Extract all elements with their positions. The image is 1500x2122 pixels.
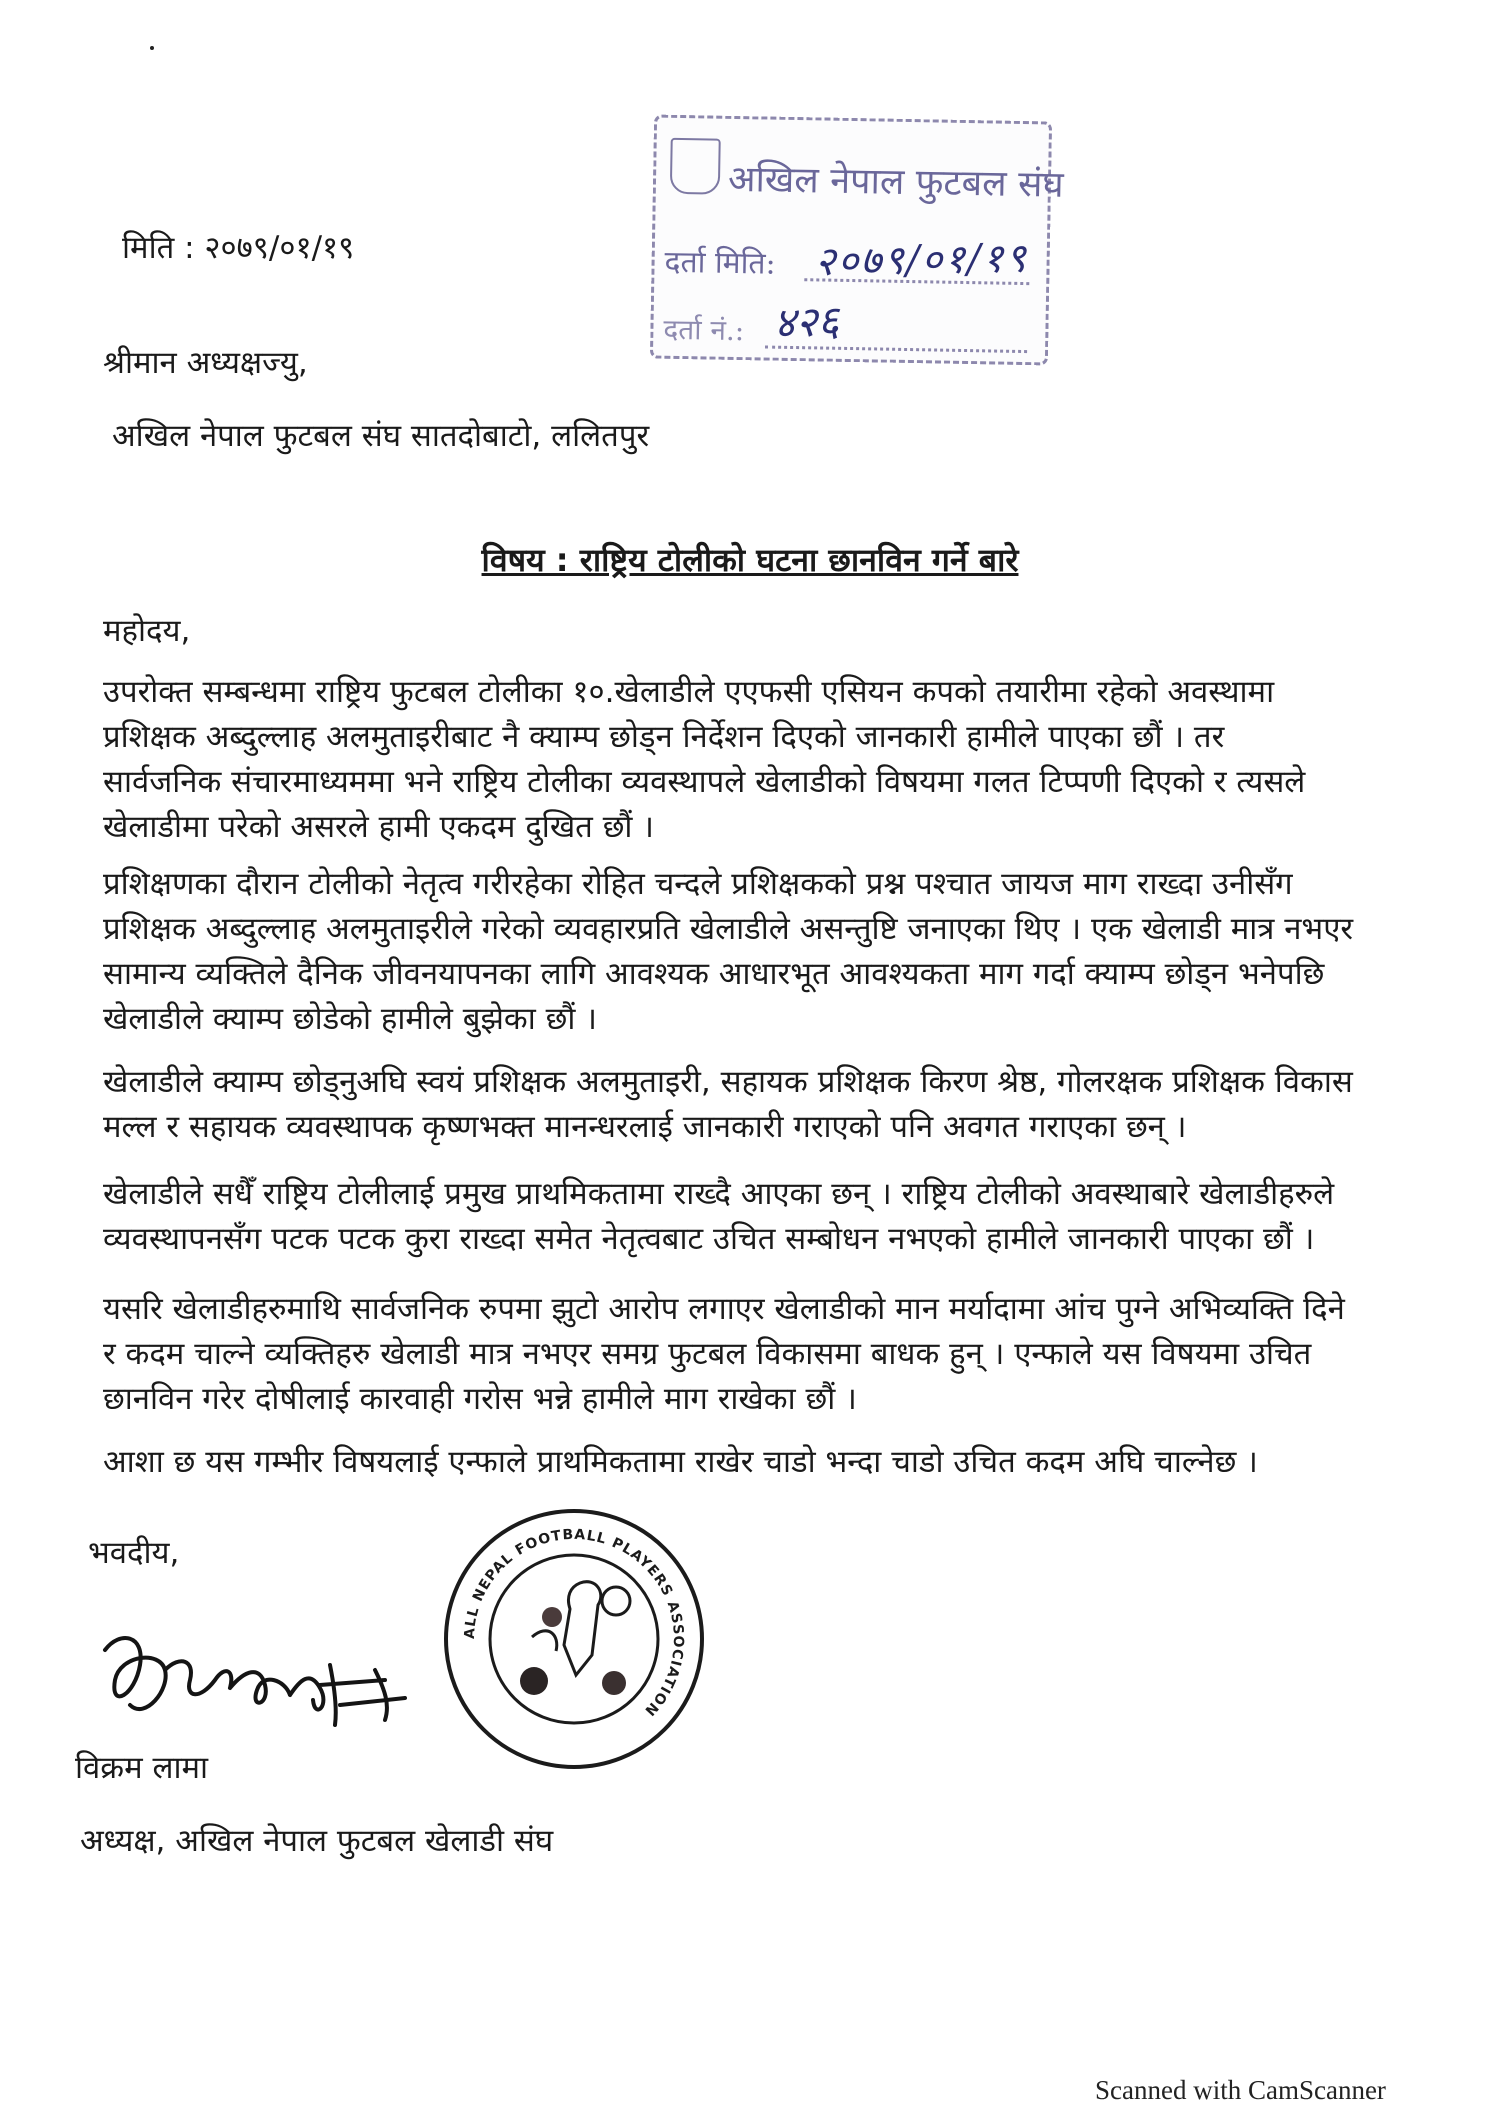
paragraph-line: सार्वजनिक संचारमाध्यममा भने राष्ट्रिय टोलीका व्यवस्थापले खेलाडीको विषयमा गलत टिप्पणी दिएको र त्यसले <box>103 764 1306 800</box>
paragraph-line: र कदम चाल्ने व्यक्तिहरु खेलाडी मात्र नभएर समग्र फुटबल विकासमा बाधक हुन् । एन्फाले यस विषयमा उचित <box>103 1336 1312 1372</box>
recipient-line-2: अखिल नेपाल फुटबल संघ सातदोबाटो, ललितपुर <box>112 418 650 454</box>
paragraph-1 <box>103 670 1423 850</box>
paragraph-2 <box>103 862 1423 1042</box>
stamp-logo-icon <box>670 138 721 195</box>
recipient-line-1: श्रीमान अध्यक्षज्यु, <box>103 345 308 381</box>
paragraph-line: प्रशिक्षक अब्दुल्लाह अलमुताइरीबाट नै क्याम्प छोड्न निर्देशन दिएको जानकारी हामीले पाएका छौं । तर <box>103 719 1225 755</box>
paragraph-line: मल्ल र सहायक व्यवस्थापक कृष्णभक्त मानन्धरलाई जानकारी गराएको पनि अवगत गराएका छन् । <box>103 1109 1187 1145</box>
paragraph-line: छानविन गरेर दोषीलाई कारवाही गरोस भन्ने हामीले माग राखेका छौं । <box>103 1381 857 1417</box>
paragraph-6 <box>103 1440 1423 1485</box>
seal-text: ALL NEPAL FOOTBALL PLAYERS ASSOCIATION <box>461 1526 687 1720</box>
salutation: महोदय, <box>103 613 191 649</box>
paragraph-line: आशा छ यस गम्भीर विषयलाई एन्फाले प्राथमिकतामा राखेर चाडो भन्दा चाडो उचित कदम अघि चाल्नेछ । <box>103 1444 1258 1480</box>
paragraph-line: प्रशिक्षणका दौरान टोलीको नेतृत्व गरीरहेका रोहित चन्दले प्रशिक्षकको प्रश्न पश्चात जायज माग राख्दा उनीसँग <box>103 866 1293 902</box>
association-seal <box>440 1505 708 1773</box>
scan-speck <box>150 46 154 50</box>
signatory-title: अध्यक्ष, अखिल नेपाल फुटबल खेलाडी संघ <box>80 1823 554 1859</box>
paragraph-3 <box>103 1060 1423 1150</box>
paragraph-line: यसरि खेलाडीहरुमाथि सार्वजनिक रुपमा झुटो आरोप लगाएर खेलाडीको मान मर्यादामा आंच पुग्ने अभिव्यक्ति दिने <box>103 1291 1345 1327</box>
closing: भवदीय, <box>88 1535 180 1571</box>
scanner-watermark: Scanned with CamScanner <box>1095 2075 1386 2105</box>
paragraph-line: प्रशिक्षक अब्दुल्लाह अलमुताइरीले गरेको व्यवहारप्रति खेलाडीले असन्तुष्टि जनाएका थिए । एक खेलाडी मात्र नभएर <box>103 911 1354 947</box>
receipt-stamp <box>650 115 1065 366</box>
stamp-reg-label: दर्ता नं.: <box>663 312 745 348</box>
paragraph-line: व्यवस्थापनसँग पटक पटक कुरा राख्दा समेत नेतृत्वबाट उचित सम्बोधन नभएको हामीले जानकारी पाएका छौं । <box>103 1221 1315 1257</box>
paragraph-5 <box>103 1287 1423 1422</box>
paragraph-line: उपरोक्त सम्बन्धमा राष्ट्रिय फुटबल टोलीका १०.खेलाडीले एएफसी एसियन कपको तयारीमा रहेको अवस्थामा <box>103 674 1275 710</box>
stamp-org-name: अखिल नेपाल फुटबल संघ <box>727 158 1065 206</box>
stamp-date-label: दर्ता मिति: <box>664 244 776 282</box>
paragraph-line: खेलाडीमा परेको असरले हामी एकदम दुखित छौं । <box>103 809 655 845</box>
letter-date: मिति : २०७९/०१/१९ <box>122 230 355 266</box>
stamp-date-value: २०७९/०१/१९ <box>814 235 1029 286</box>
letter-subject: विषय : राष्ट्रिय टोलीको घटना छानविन गर्ने बारे <box>481 541 1019 579</box>
paragraph-line: खेलाडीले क्याम्प छोड्नुअघि स्वयं प्रशिक्षक अलमुताइरी, सहायक प्रशिक्षक किरण श्रेष्ठ, गोलरक्षक प्रशिक्षक विकास <box>103 1064 1353 1100</box>
paragraph-line: सामान्य व्यक्तिले दैनिक जीवनयापनका लागि आवश्यक आधारभूत आवश्यकता माग गर्दा क्याम्प छोड्न भनेपछि <box>103 956 1325 992</box>
paragraph-line: खेलाडीले क्याम्प छोडेको हामीले बुझेका छौं । <box>103 1001 597 1037</box>
paragraph-4 <box>103 1172 1423 1262</box>
signatory-name: विक्रम लामा <box>75 1750 209 1786</box>
stamp-reg-value: ४२६ <box>772 296 840 348</box>
handwritten-signature <box>85 1610 425 1740</box>
paragraph-line: खेलाडीले सधैँ राष्ट्रिय टोलीलाई प्रमुख प्राथमिकतामा राख्दै आएका छन् । राष्ट्रिय टोलीको अवस्थाबारे खेलाडीहरुले <box>103 1176 1335 1212</box>
